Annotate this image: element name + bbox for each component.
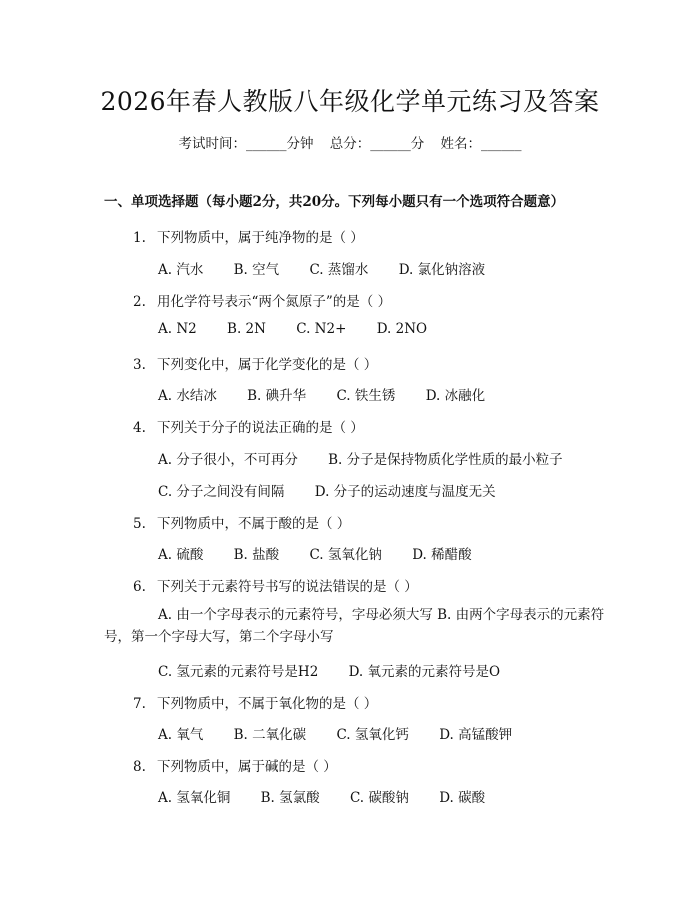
question-2: [133, 290, 391, 310]
option-d: D. 氯化钠溶液: [398, 262, 486, 278]
option-c: C. 分子之间没有间隔: [158, 484, 285, 500]
option-b: B. 空气: [233, 262, 280, 278]
question-6-options-line2: [158, 660, 526, 680]
question-6-options-ab: A. 由一个字母表示的元素符号，字母必须大写 B. 由两个字母表示的元素符号，第一个字母大写，第二个字母小写: [104, 607, 605, 645]
option-c: C. 氢元素的元素符号是H2: [158, 664, 319, 680]
question-5-options: [158, 543, 498, 563]
option-d: D. 冰融化: [425, 388, 486, 404]
question-text: 用化学符号表示“两个氮原子”的是（ ）: [157, 294, 392, 310]
question-text: 下列物质中，属于碱的是（ ）: [157, 759, 337, 775]
page-title: 2026年春人教版八年级化学单元练习及答案: [100, 87, 600, 116]
option-c: C. 氢氧化钠: [309, 547, 382, 563]
question-4: [133, 416, 364, 436]
option-a: A. 硫酸: [158, 547, 204, 563]
option-d: D. 碳酸: [439, 790, 486, 806]
question-8: [133, 755, 337, 775]
question-number: 2.: [133, 294, 146, 310]
question-text: 下列物质中，属于纯净物的是（ ）: [157, 230, 364, 246]
option-b: B. 2N: [227, 321, 266, 337]
question-text: 下列物质中，不属于酸的是（ ）: [157, 516, 351, 532]
option-c: C. 蒸馏水: [309, 262, 369, 278]
option-a: A. 汽水: [158, 262, 204, 278]
option-c: C. 氢氧化钙: [336, 727, 409, 743]
question-3: [133, 353, 377, 373]
option-a: A. N2: [158, 321, 197, 337]
question-4-options-line2: [158, 480, 522, 500]
question-number: 5.: [133, 516, 146, 532]
option-b: B. 分子是保持物质化学性质的最小粒子: [328, 452, 563, 468]
option-b: B. 二氧化碳: [233, 727, 307, 743]
option-b: B. 碘升华: [247, 388, 307, 404]
option-a: A. 水结冰: [158, 388, 217, 404]
exam-time: 考试时间：______分钟: [178, 136, 314, 152]
option-a: A. 氢氧化铜: [158, 790, 231, 806]
option-b: B. 盐酸: [233, 547, 280, 563]
question-1: [133, 226, 364, 246]
question-2-options: [158, 321, 453, 337]
option-b: B. 氢氯酸: [260, 790, 320, 806]
question-number: 7.: [133, 696, 146, 712]
question-text: 下列变化中，属于化学变化的是（ ）: [157, 357, 378, 373]
option-c: C. 铁生锈: [336, 388, 396, 404]
question-number: 1.: [133, 230, 146, 246]
question-number: 6.: [133, 579, 146, 595]
option-c: C. N2+: [296, 321, 347, 337]
question-4-options-line1: [158, 448, 589, 468]
option-c: C. 碳酸钠: [349, 790, 409, 806]
option-d: D. 分子的运动速度与温度无关: [314, 484, 496, 500]
option-d: D. 高锰酸钾: [439, 727, 513, 743]
option-d: D. 2NO: [376, 321, 428, 337]
question-number: 3.: [133, 357, 146, 373]
question-6: [133, 575, 418, 595]
option-d: D. 稀醋酸: [412, 547, 472, 563]
question-text: 下列关于元素符号书写的说法错误的是（ ）: [157, 579, 418, 595]
question-number: 8.: [133, 759, 146, 775]
exam-meta: [0, 132, 700, 152]
exam-score: 总分：______分: [329, 136, 425, 152]
option-d: D. 氧元素的元素符号是O: [348, 664, 501, 680]
option-a: A. 氧气: [158, 727, 204, 743]
section-heading: 一、单项选择题（每小题2分，共20分。下列每小题只有一个选项符合题意）: [104, 194, 565, 210]
question-7-options: [158, 723, 538, 743]
question-number: 4.: [133, 420, 146, 436]
question-1-options: [158, 258, 511, 278]
question-3-options: [158, 384, 511, 404]
student-name: 姓名：______: [440, 136, 522, 152]
question-text: 下列物质中，不属于氧化物的是（ ）: [157, 696, 378, 712]
question-5: [133, 512, 350, 532]
question-text: 下列关于分子的说法正确的是（ ）: [157, 420, 364, 436]
question-7: [133, 692, 377, 712]
option-a: A. 分子很小，不可再分: [158, 452, 298, 468]
question-8-options: [158, 786, 511, 806]
